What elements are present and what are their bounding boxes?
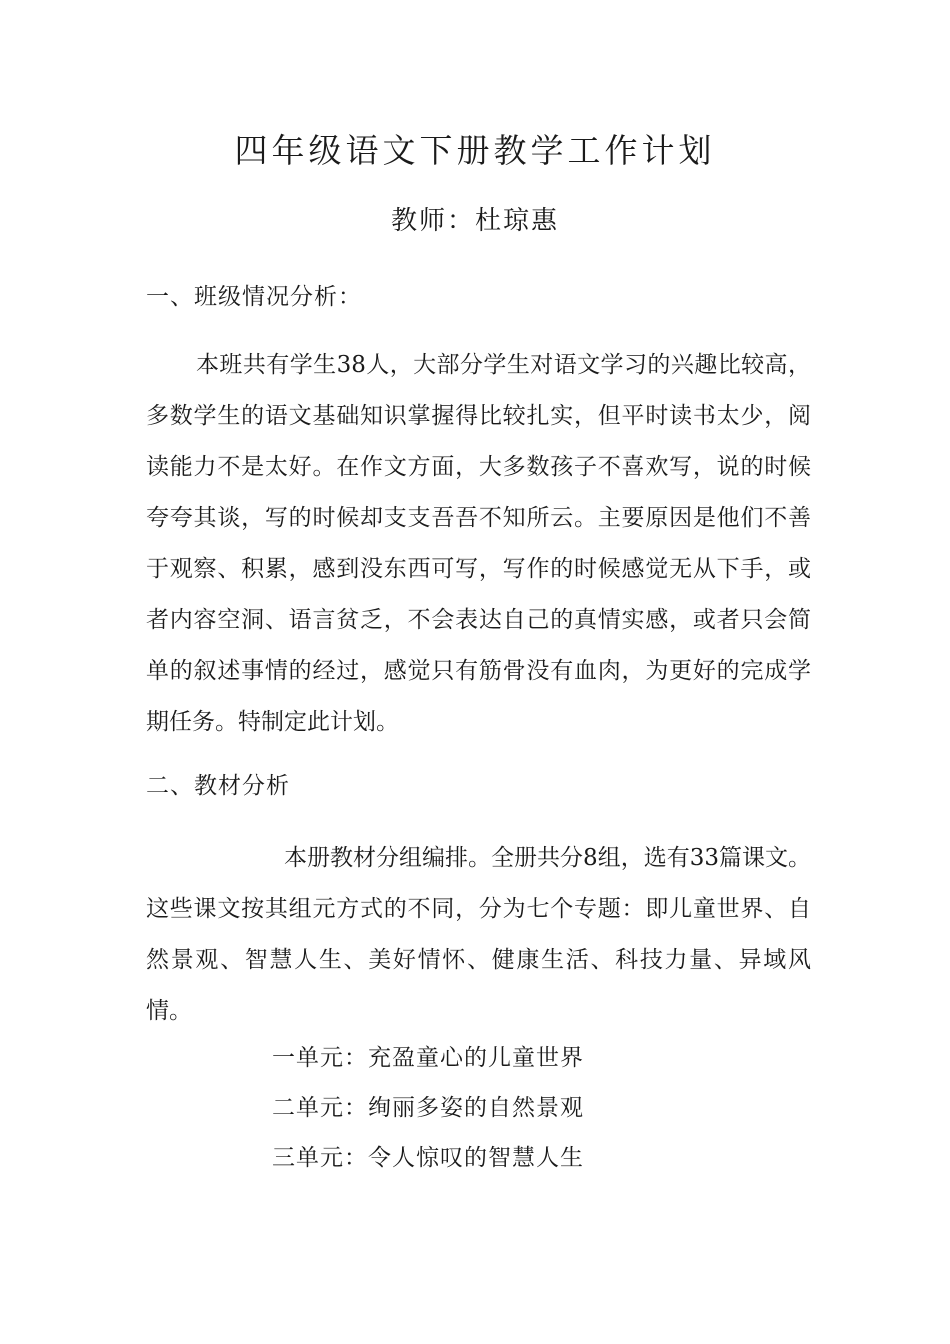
unit-item: 三单元：令人惊叹的智慧人生 — [272, 1145, 584, 1171]
section-paragraph-textbook-analysis: 本册教材分组编排。全册共分8组，选有33篇课文。这些课文按其组元方式的不同，分为七个专题：即儿童世界、自然景观、智慧人生、美好情怀、健康生活、科技力量、异域风情。 — [146, 845, 811, 1024]
document-author: 教师：杜琼惠 — [390, 206, 559, 236]
section-heading-class-analysis: 一、班级情况分析： — [146, 284, 362, 310]
section-paragraph-class-analysis: 本班共有学生38人，大部分学生对语文学习的兴趣比较高，多数学生的语文基础知识掌握得比较扎实，但平时读书太少，阅读能力不是太好。在作文方面，大多数孩子不喜欢写，说的时候夸夸其谈，写的时候却支支吾吾不知所云。主要原因是他们不善于观察、积累，感到没东西可写，写作的时候感觉无从下手，或者内容空洞、语言贫乏，不会表达自己的真情实感，或者只会简单的叙述事情的经过，感觉只有筋骨没有血肉，为更好的完成学期任务。特制定此计划。 — [146, 352, 811, 735]
section-heading-textbook-analysis: 二、教材分析 — [146, 773, 290, 799]
document-title: 四年级语文下册教学工作计划 — [234, 131, 716, 170]
unit-item: 二单元：绚丽多姿的自然景观 — [272, 1095, 584, 1121]
unit-item: 一单元：充盈童心的儿童世界 — [272, 1045, 584, 1071]
